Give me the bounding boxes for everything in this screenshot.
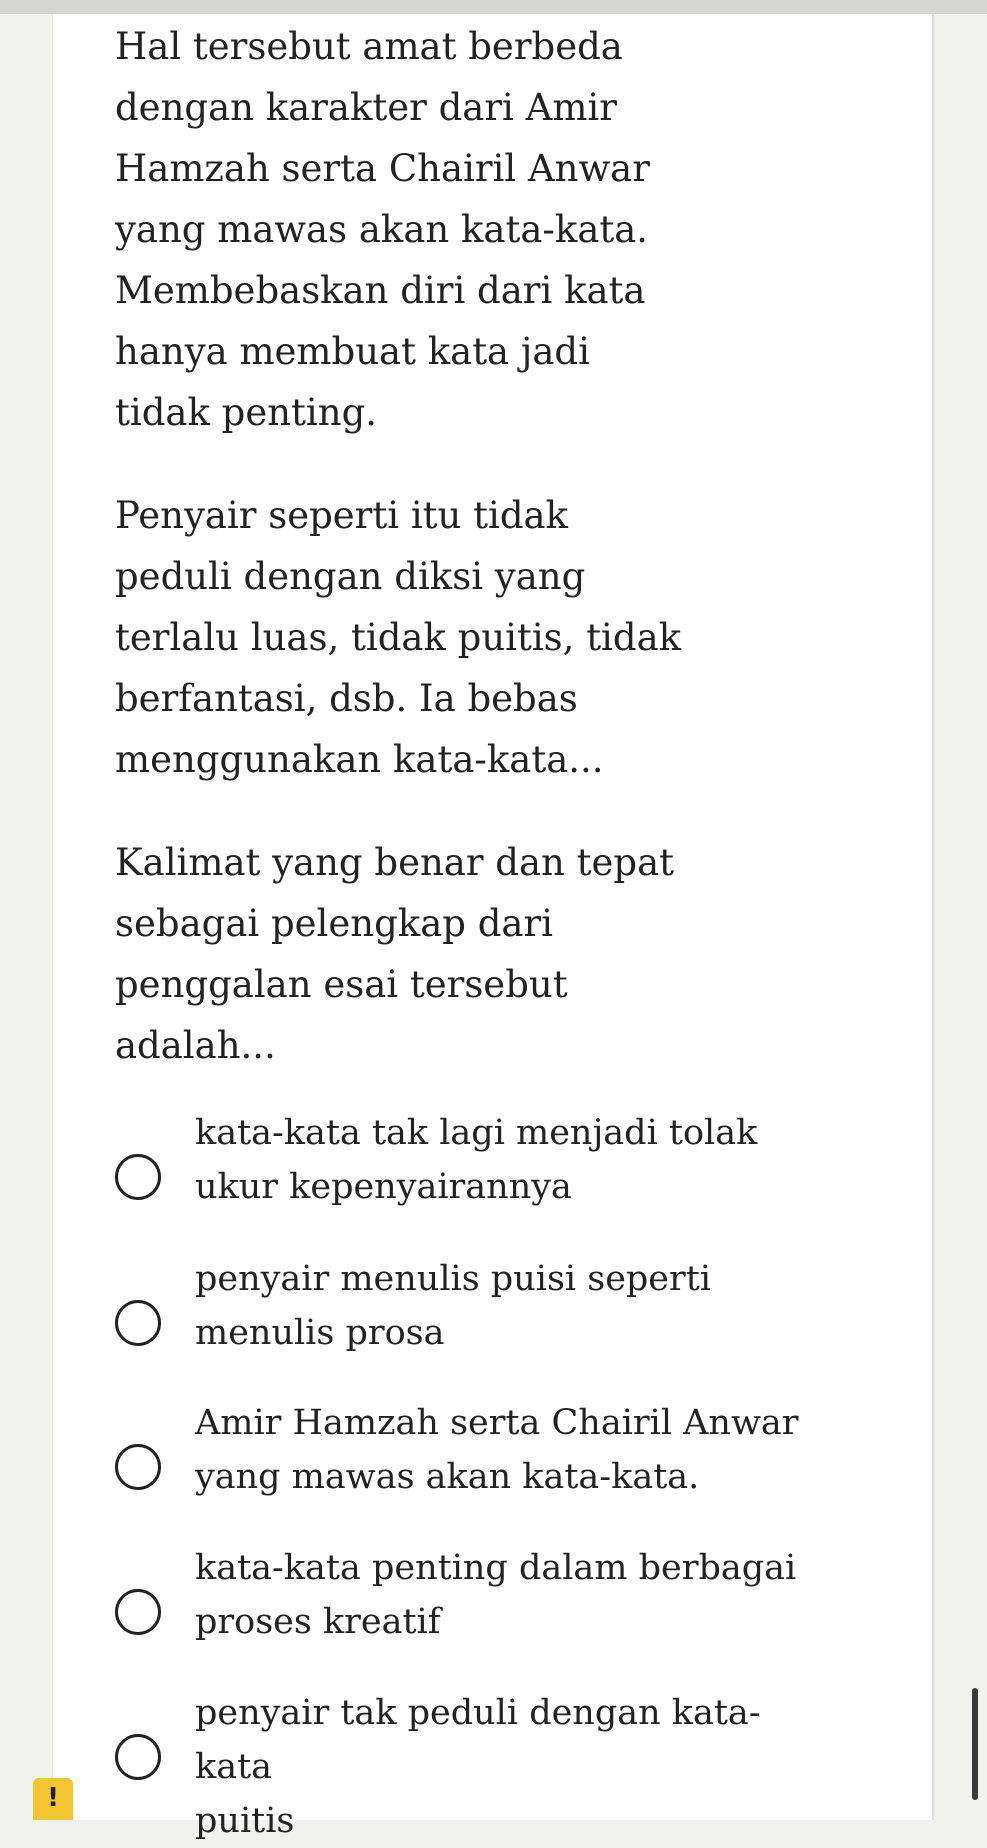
- text-line: menggunakan kata-kata...: [115, 738, 604, 781]
- option-line: penyair tak peduli dengan kata-kata: [195, 1693, 761, 1787]
- option-label: [195, 1686, 815, 1848]
- option-line: puitis: [195, 1801, 295, 1841]
- radio-unselected-icon[interactable]: [115, 1154, 161, 1200]
- text-line: hanya membuat kata jadi: [115, 330, 590, 373]
- option-line: yang mawas akan kata-kata.: [195, 1457, 700, 1497]
- radio-unselected-icon[interactable]: [115, 1589, 161, 1635]
- radio-unselected-icon[interactable]: [115, 1734, 161, 1780]
- answer-option-4[interactable]: [53, 1539, 813, 1659]
- top-strip: [0, 0, 987, 14]
- option-line: Amir Hamzah serta Chairil Anwar: [195, 1403, 799, 1443]
- answer-option-1[interactable]: [53, 1104, 813, 1224]
- essay-paragraph-2: [115, 485, 815, 790]
- option-line: kata-kata tak lagi menjadi tolak: [195, 1113, 758, 1153]
- text-line: Kalimat yang benar dan tepat: [115, 841, 675, 884]
- essay-paragraph-1: [115, 16, 815, 443]
- question-content: [115, 14, 815, 1118]
- option-label: [195, 1252, 815, 1360]
- warning-badge-label: !: [47, 1783, 59, 1813]
- answer-option-5[interactable]: [53, 1684, 813, 1841]
- radio-unselected-icon[interactable]: [115, 1444, 161, 1490]
- answer-option-3[interactable]: [53, 1394, 813, 1514]
- text-line: Membebaskan diri dari kata: [115, 269, 646, 312]
- option-line: penyair menulis puisi seperti: [195, 1259, 712, 1299]
- text-line: Hal tersebut amat berbeda: [115, 25, 623, 68]
- scrollbar-thumb[interactable]: [972, 1688, 978, 1800]
- option-line: kata-kata penting dalam berbagai: [195, 1548, 797, 1588]
- radio-unselected-icon[interactable]: [115, 1300, 161, 1346]
- text-line: terlalu luas, tidak puitis, tidak: [115, 616, 682, 659]
- text-line: sebagai pelengkap dari: [115, 902, 553, 945]
- text-line: tidak penting.: [115, 391, 378, 434]
- text-line: Penyair seperti itu tidak: [115, 494, 568, 537]
- question-card: [52, 14, 934, 1841]
- text-line: peduli dengan diksi yang: [115, 555, 586, 598]
- option-line: ukur kepenyairannya: [195, 1167, 572, 1207]
- option-label: [195, 1106, 815, 1214]
- question-prompt: [115, 832, 815, 1076]
- text-line: Hamzah serta Chairil Anwar: [115, 147, 650, 190]
- option-label: [195, 1396, 815, 1504]
- text-line: adalah...: [115, 1024, 276, 1067]
- text-line: yang mawas akan kata-kata.: [115, 208, 649, 251]
- option-line: menulis prosa: [195, 1313, 445, 1353]
- warning-icon[interactable]: [33, 1778, 73, 1820]
- text-line: berfantasi, dsb. Ia bebas: [115, 677, 578, 720]
- text-line: penggalan esai tersebut: [115, 963, 568, 1006]
- option-line: proses kreatif: [195, 1602, 441, 1642]
- answer-option-2[interactable]: [53, 1250, 813, 1370]
- option-label: [195, 1541, 815, 1649]
- text-line: dengan karakter dari Amir: [115, 86, 617, 129]
